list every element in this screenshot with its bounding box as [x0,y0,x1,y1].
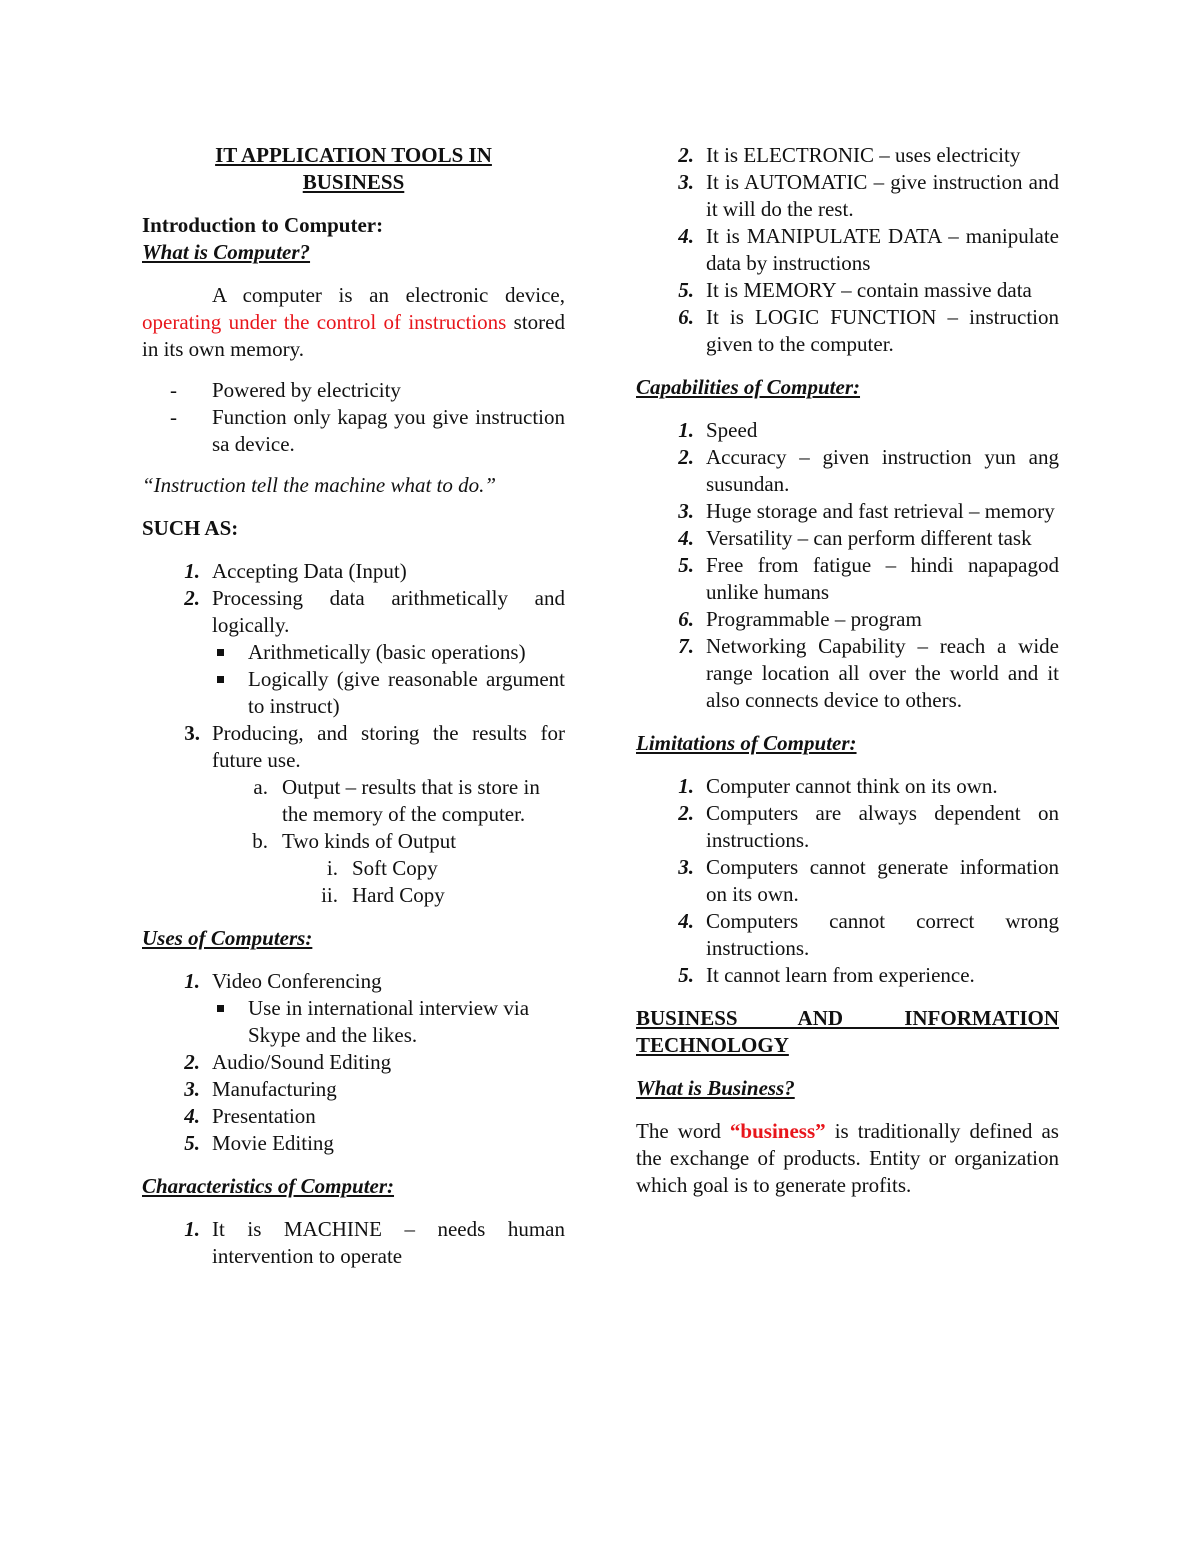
business-para-highlight: “business” [729,1119,826,1143]
list-item [636,444,1059,498]
limitations-heading: Limitations of Computer: [636,731,857,755]
list-item-text: Versatility – can perform different task [706,526,1032,550]
list-number: 2. [678,801,694,825]
list-item-text: Computers cannot correct wrong instructions. [706,909,1059,960]
list-number: 1. [678,418,694,442]
list-number: 1. [184,1217,200,1241]
list-item-text: Video Conferencing [212,969,382,993]
list-number: 5. [678,963,694,987]
list-item-text: Logically (give reasonable argument to instruct) [248,667,565,718]
list-item [142,1049,565,1076]
list-item-text: Producing, and storing the results for future use. [212,721,565,772]
list-number: 2. [184,586,200,610]
square-bullet-icon [212,666,224,693]
list-item [142,1130,565,1157]
square-bullet-icon [212,995,224,1022]
list-number: 1. [184,969,200,993]
sub-sub-list-item [142,855,565,882]
intro-heading: Introduction to Computer: [142,213,384,237]
list-item-text: Free from fatigue – hindi napapagod unlike humans [706,553,1059,604]
characteristics-list-part1 [142,1216,565,1270]
list-number: 2. [678,143,694,167]
list-item [636,854,1059,908]
list-item-text: Programmable – program [706,607,922,631]
list-item-text: Presentation [212,1104,316,1128]
list-item-text: Computers are always dependent on instructions. [706,801,1059,852]
list-number: 4. [184,1104,200,1128]
list-item-text: Use in international interview via Skype and the likes. [248,996,530,1047]
business-para-start: The word [636,1119,730,1143]
list-item [142,1103,565,1130]
list-number: 5. [184,1131,200,1155]
list-number: 4. [678,526,694,550]
list-item [142,377,565,404]
list-item [142,1216,565,1270]
list-item-text: Audio/Sound Editing [212,1050,392,1074]
list-number: 3. [678,499,694,523]
list-item [142,720,565,774]
list-item-text: Networking Capability – reach a wide range location all over the world and it also connects device to others. [706,634,1059,712]
list-item-text: Accuracy – given instruction yun ang susundan. [706,445,1059,496]
right-column [636,142,1059,1199]
list-letter: a. [253,775,268,799]
dash-marker: - [170,378,177,402]
list-number: 3. [184,721,200,745]
limitations-list [636,773,1059,989]
list-item-text: Movie Editing [212,1131,334,1155]
list-item-text: Huge storage and fast retrieval – memory [706,499,1055,523]
list-item [636,142,1059,169]
sub-list-item [142,639,565,666]
sub-list-item [142,828,565,855]
list-item-text: Manufacturing [212,1077,337,1101]
list-item-text: It is MANIPULATE DATA – manipulate data by instructions [706,224,1059,275]
list-item-text: It is MEMORY – contain massive data [706,278,1032,302]
intro-para-start: A computer is an electronic device, [212,283,565,307]
intro-bullet-list [142,377,565,458]
uses-heading: Uses of Computers: [142,926,313,950]
intro-para-end: stored in its own memory. [142,310,566,361]
list-item [636,962,1059,989]
list-number: 2. [678,445,694,469]
list-item [636,223,1059,277]
list-item-text: Arithmetically (basic operations) [248,640,526,664]
list-item [636,277,1059,304]
square-bullet-icon [212,639,224,666]
list-number: 3. [678,170,694,194]
list-item-text: It is AUTOMATIC – give instruction and it will do the rest. [706,170,1059,221]
sub-list-item [142,995,565,1049]
list-item-text: Powered by electricity [212,378,401,402]
sub-list-item [142,666,565,720]
list-item-text: Computer cannot think on its own. [706,774,998,798]
list-number: 3. [184,1077,200,1101]
list-item [636,633,1059,714]
list-number: 6. [678,607,694,631]
characteristics-list-part2 [636,142,1059,358]
business-heading: BUSINESS AND INFORMATION TECHNOLOGY [636,1006,1059,1057]
intro-paragraph [142,282,565,363]
intro-quote: “Instruction tell the machine what to do.” [142,473,497,497]
list-item [636,169,1059,223]
list-item-text: It is MACHINE – needs human intervention to operate [212,1217,565,1268]
list-item-text: Speed [706,418,758,442]
list-number: 2. [184,1050,200,1074]
document-title [142,142,565,196]
title-line-2: BUSINESS [302,170,405,194]
business-paragraph [636,1118,1059,1199]
characteristics-heading: Characteristics of Computer: [142,1174,395,1198]
list-item-text: Hard Copy [352,883,445,907]
list-item-text: Processing data arithmetically and logically. [212,586,565,637]
list-number: 5. [678,553,694,577]
list-item-text: Output – results that is store in the memory of the computer. [282,775,540,826]
list-item [142,1076,565,1103]
list-number: 6. [678,305,694,329]
such-as-heading: SUCH AS: [142,516,239,540]
list-roman: i. [326,856,338,880]
business-subheading: What is Business? [636,1076,795,1100]
uses-list [142,968,565,1157]
list-item-text: Two kinds of Output [282,829,457,853]
list-roman: ii. [321,883,338,907]
list-item-text: It cannot learn from experience. [706,963,975,987]
intro-para-highlight: operating under the control of instructions [142,310,507,334]
dash-marker: - [170,405,177,429]
list-item [636,552,1059,606]
list-number: 3. [678,855,694,879]
list-item [636,800,1059,854]
list-item [636,908,1059,962]
list-number: 4. [678,224,694,248]
list-item [142,404,565,458]
list-number: 5. [678,278,694,302]
list-item [636,525,1059,552]
sub-list-item [142,774,565,828]
list-item [636,498,1059,525]
list-number: 4. [678,909,694,933]
list-item-text: Soft Copy [352,856,438,880]
list-item-text: Accepting Data (Input) [212,559,407,583]
such-as-list [142,558,565,909]
list-item [636,773,1059,800]
list-number: 1. [678,774,694,798]
list-item [142,558,565,585]
list-item [636,304,1059,358]
list-item-text: Computers cannot generate information on its own. [706,855,1059,906]
list-item [142,968,565,995]
list-number: 7. [678,634,694,658]
business-para-end: is traditionally defined as the exchange of products. Entity or organization which goal is to generate profits. [636,1119,1059,1197]
sub-sub-list-item [142,882,565,909]
list-item [636,606,1059,633]
list-number: 1. [184,559,200,583]
list-letter: b. [252,829,268,853]
left-column [142,142,565,1270]
title-line-1: IT APPLICATION TOOLS IN [215,143,492,167]
list-item-text: Function only kapag you give instruction sa device. [212,405,565,456]
capabilities-heading: Capabilities of Computer: [636,375,861,399]
intro-subheading: What is Computer? [142,240,311,264]
list-item [142,585,565,639]
list-item-text: It is ELECTRONIC – uses electricity [706,143,1021,167]
capabilities-list [636,417,1059,714]
list-item [636,417,1059,444]
list-item-text: It is LOGIC FUNCTION – instruction given to the computer. [706,305,1059,356]
